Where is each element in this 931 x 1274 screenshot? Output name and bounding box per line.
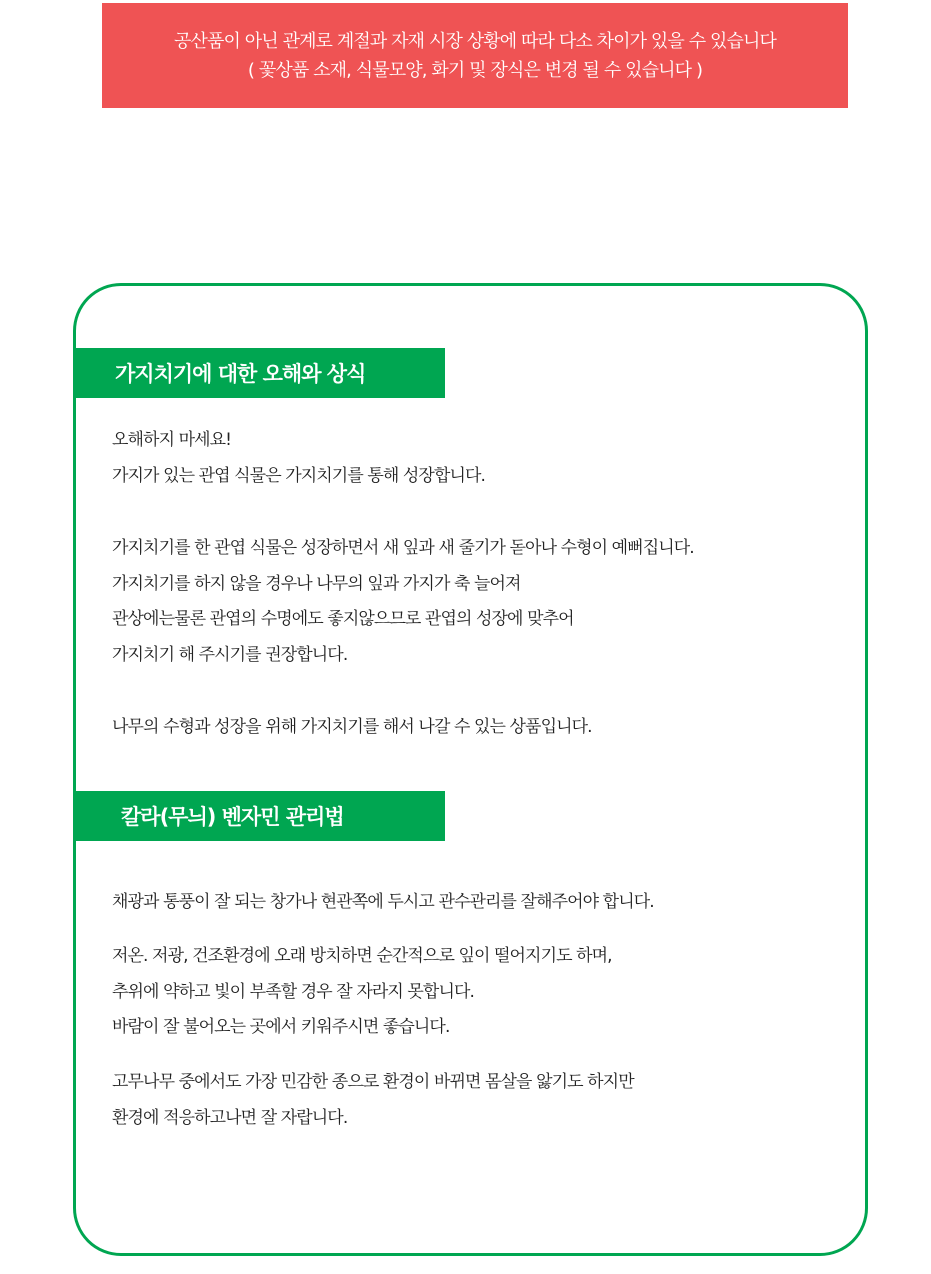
text-line: 추위에 약하고 빛이 부족할 경우 잘 자라지 못합니다. bbox=[112, 981, 474, 1002]
section-header-pruning bbox=[73, 348, 445, 398]
text-line: 가지치기를 한 관엽 식물은 성장하면서 새 잎과 새 줄기가 돋아나 수형이 예뻐집니다. bbox=[112, 538, 694, 558]
paragraph bbox=[112, 885, 654, 921]
text-line: 바람이 잘 불어오는 곳에서 키워주시면 좋습니다. bbox=[112, 1017, 450, 1037]
paragraph bbox=[112, 1065, 634, 1136]
text-line: 채광과 통풍이 잘 되는 창가나 현관쪽에 두시고 관수관리를 잘해주어야 합니다. bbox=[112, 892, 654, 912]
text-line: 관상에는물론 관엽의 수명에도 좋지않으므로 관엽의 성장에 맞추어 bbox=[112, 609, 574, 629]
text-line: 가지치기를 하지 않을 경우나 나무의 잎과 가지가 축 늘어져 bbox=[112, 573, 521, 594]
notice-line: ( 꽃상품 소재, 식물모양, 화기 및 장식은 변경 될 수 있습니다 ) bbox=[247, 59, 703, 81]
section-title: 칼라(무늬) 벤자민 관리법 bbox=[121, 805, 344, 829]
text-line: 고무나무 중에서도 가장 민감한 종으로 환경이 바뀌면 몸살을 앓기도 하지만 bbox=[112, 1072, 634, 1092]
paragraph bbox=[112, 423, 485, 494]
text-line: 저온. 저광, 건조환경에 오래 방치하면 순간적으로 잎이 떨어지기도 하며, bbox=[112, 946, 612, 966]
text-line: 나무의 수형과 성장을 위해 가지치기를 해서 나갈 수 있는 상품입니다. bbox=[112, 717, 592, 737]
paragraph bbox=[112, 531, 694, 673]
text-line: 환경에 적응하고나면 잘 자랍니다. bbox=[112, 1107, 348, 1128]
text-line: 가지가 있는 관엽 식물은 가지치기를 통해 성장합니다. bbox=[112, 465, 486, 486]
text-line: 오해하지 마세요! bbox=[112, 430, 232, 450]
notice-line: 공산품이 아닌 관계로 계절과 자재 시장 상황에 따라 다소 차이가 있을 수 있습니다 bbox=[174, 30, 776, 52]
notice-banner bbox=[102, 3, 848, 108]
paragraph bbox=[112, 939, 612, 1046]
section-header-benjamin-care bbox=[73, 791, 445, 841]
text-line: 가지치기 해 주시기를 권장합니다. bbox=[112, 644, 348, 665]
section-title: 가지치기에 대한 오해와 상식 bbox=[115, 362, 366, 386]
paragraph bbox=[112, 710, 592, 746]
